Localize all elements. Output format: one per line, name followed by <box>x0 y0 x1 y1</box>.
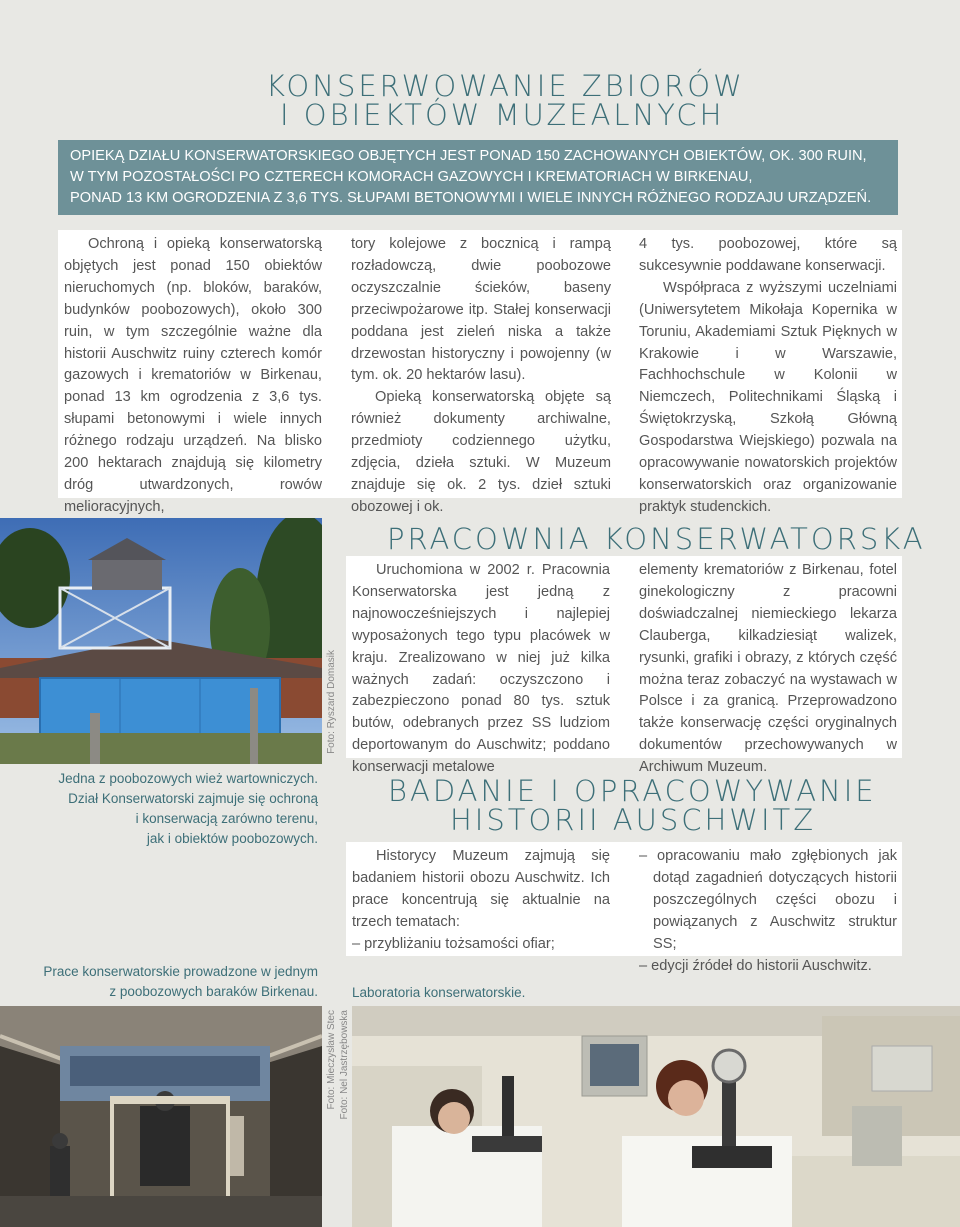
barrack-caption <box>40 962 318 1002</box>
barrack-photo <box>0 1006 322 1227</box>
barrack-credit: Foto: Mieczysław Stec <box>326 1010 337 1110</box>
laboratory-photo <box>352 1006 960 1227</box>
section3-col2 <box>639 846 897 977</box>
watchtower-caption-line3: i konserwacją zarówno terenu, <box>135 811 318 826</box>
section3-title-line2: HISTORII AUSCHWITZ <box>450 803 817 837</box>
section2-col2-text: elementy krematoriów z Birkenau, fotel ginekologiczny z pracowni doświadczalnej niemieckiego lekarza Clauberga, kilkadziesiąt walizek, rysunki, grafiki i obrazy, z których część można teraz zobaczyć na wystawach w Polsce i za granicą. Przeprowadzono także konserwację części oryginalnych dokumentów przechowywanych w Archiwum Muzeum. <box>639 562 897 776</box>
watchtower-caption-line2: Dział Konserwatorski zajmuje się ochroną <box>68 791 318 806</box>
section1-col2-p2: Opieką konserwatorską objęte są również dokumenty archiwalne, przedmioty codziennego użytku, zdjęcia, dzieła sztuki. W Muzeum znajduje się ok. 2 tys. dzieł sztuki obozowej i ok. <box>351 389 611 515</box>
section3-title-line1: BADANIE I OPRACOWYWANIE <box>388 774 877 808</box>
section3-col1 <box>352 846 610 956</box>
lead-line1: OPIEKĄ DZIAŁU KONSERWATORSKIEGO OBJĘTYCH JEST PONAD 150 ZACHOWANYCH OBIEKTÓW, OK. 300 RUIN, <box>70 148 867 164</box>
section3-col1-p1: Historycy Muzeum zajmują się badaniem historii obozu Auschwitz. Ich prace koncentrują się aktualnie na trzech tematach: <box>352 848 610 930</box>
watchtower-photo <box>0 518 322 764</box>
section3-col1-p2: – przybliżaniu tożsamości ofiar; <box>352 935 555 952</box>
watchtower-caption <box>40 769 318 849</box>
section3-col2-p1: – opracowaniu mało zgłębionych jak dotąd zagadnień dotyczących historii poszczególnych części obozu i powiązanych z Auschwitz struktur SS; <box>639 848 897 952</box>
section1-title <box>266 69 745 132</box>
section3-title <box>388 774 877 837</box>
section1-col2-p1: tory kolejowe z bocznicą i rampą rozładowczą, dwie poobozowe oczyszczalnie ścieków, baseny przeciwpożarowe itp. Stałej konserwacji poddana jest zieleń niska a także drzewostan historyczny i powojenny (w tym. ok. 20 hektarów lasu). <box>351 236 611 384</box>
section1-title-line2: I OBIEKTÓW MUZEALNYCH <box>280 98 725 132</box>
lab-credit: Foto: Nel Jastrzębowska <box>339 1010 350 1120</box>
section1-col3 <box>639 234 897 519</box>
section2-col2 <box>639 560 897 779</box>
lead-band <box>58 140 898 215</box>
watchtower-credit: Foto: Ryszard Domasik <box>326 650 337 754</box>
watchtower-caption-line4: jak i obiektów poobozowych. <box>146 831 318 846</box>
section2-col1 <box>352 560 610 779</box>
section1-col1 <box>64 234 322 519</box>
section1-title-line1: KONSERWOWANIE ZBIORÓW <box>266 69 745 103</box>
section1-col3-p1: 4 tys. poobozowej, które są sukcesywnie poddawane konserwacji. <box>639 236 897 274</box>
section1-col2 <box>351 234 611 519</box>
lead-line2: W TYM POZOSTAŁOŚCI PO CZTERECH KOMORACH GAZOWYCH I KREMATORIACH W BIRKENAU, <box>70 169 753 185</box>
section1-col3-p2: Współpraca z wyższymi uczelniami (Uniwersytetem Mikołaja Kopernika w Toruniu, Akademiami Sztuk Pięknych w Krakowie i w Warszawie, Fachhochschule w Kolonii w Niemczech, Politechnikami Śląską i Świętokrzyską, Szkołą Główną Gospodarstwa Wiejskiego) pozwala na opracowywanie nowatorskich projektów konserwatorskich oraz organizowanie praktyk studenckich. <box>639 279 897 515</box>
lab-caption: Laboratoria konserwatorskie. <box>352 985 526 1000</box>
barrack-caption-line1: Prace konserwatorskie prowadzone w jednym <box>43 964 318 979</box>
section2-title: PRACOWNIA KONSERWATORSKA <box>387 522 926 556</box>
section2-col1-text: Uruchomiona w 2002 r. Pracownia Konserwatorska jest jedną z najnowocześniejszych i najlepiej wyposażonych tego typu placówek w kraju. Zrealizowano w niej już kilka ważnych zadań: oczyszczono i zabezpieczono ponad 80 tys. sztuk butów, odebranych przez SS ludziom deportowanym do Auschwitz; poddano konserwacji metalowe <box>352 562 610 776</box>
watchtower-caption-line1: Jedna z poobozowych wież wartowniczych. <box>58 771 318 786</box>
section1-col1-text: Ochroną i opieką konserwatorską objętych jest ponad 150 obiektów nieruchomych (np. bloków, baraków, budynków poobozowych), około 300 ruin, w tym szczególnie ważne dla historii Auschwitz ruiny czterech komór gazowych i krematoriów w Birkenau, ponad 13 km ogrodzenia z 3,6 tys. słupami betonowymi i wiele innych różnego rodzaju urządzeń. Na blisko 200 hektarach znajdują się kilometry dróg utwardzonych, rowów melioracyjnych, <box>64 236 322 515</box>
section3-col2-p2: – edycji źródeł do historii Auschwitz. <box>639 957 872 974</box>
barrack-caption-line2: z poobozowych baraków Birkenau. <box>109 984 318 999</box>
lead-line3: PONAD 13 KM OGRODZENIA Z 3,6 TYS. SŁUPAMI BETONOWYMI I WIELE INNYCH RÓŻNEGO RODZAJU URZĄDZEŃ. <box>70 190 872 206</box>
